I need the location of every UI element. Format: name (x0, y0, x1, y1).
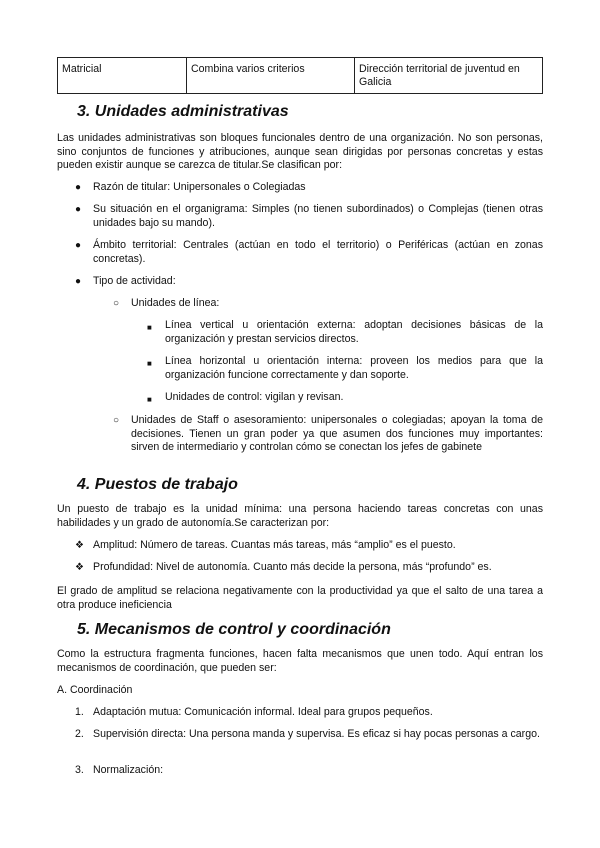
paragraph: Como la estructura fragmenta funciones, hacen falta mecanismos que unen todo. Aquí entran los mecanismos de coordinación, que pueden ser: (57, 648, 543, 674)
list-item: Adaptación mutua: Comunicación informal. Ideal para grupos pequeños. (93, 706, 433, 718)
list-item: Tipo de actividad: (93, 275, 176, 287)
table-cell: Matricial (58, 58, 187, 94)
list-number: 1. (75, 706, 84, 718)
section-heading: 4. Puestos de trabajo (77, 476, 238, 493)
list-item: Unidades de línea: (131, 297, 220, 309)
section-heading: 3. Unidades administrativas (77, 103, 289, 120)
list-number: 2. (75, 728, 84, 740)
diamond-bullet-icon: ❖ (75, 540, 84, 551)
list-item: Su situación en el organigrama: Simples (no tienen subordinados) o Complejas (tienen otras unidades bajo su mando). (93, 203, 543, 229)
bullet-icon: ● (75, 182, 82, 193)
diamond-bullet-icon: ❖ (75, 562, 84, 573)
section-heading: 5. Mecanismos de control y coordinación (77, 621, 391, 638)
paragraph: Un puesto de trabajo es la unidad mínima: una persona haciendo tareas concretas con unas habilidades y un grado de autonomía.Se caracterizan por: (57, 503, 543, 529)
list-item: Ámbito territorial: Centrales (actúan en todo el territorio) o Periféricas (actúan en zonas concretas). (93, 239, 543, 265)
list-item: Línea vertical u orientación externa: adoptan decisiones básicas de la organización y prestan servicios directos. (165, 319, 543, 345)
list-number: 3. (75, 764, 84, 776)
list-item: Amplitud: Número de tareas. Cuantas más tareas, más “amplio” es el puesto. (93, 539, 456, 551)
square-bullet-icon: ■ (147, 359, 152, 368)
table-cell: Combina varios criterios (187, 58, 355, 94)
paragraph: El grado de amplitud se relaciona negativamente con la productividad ya que el salto de una tarea a otra produce ineficiencia (57, 585, 543, 611)
square-bullet-icon: ■ (147, 395, 152, 404)
bullet-icon: ● (75, 204, 82, 215)
subheading: A. Coordinación (57, 684, 133, 696)
list-item: Profundidad: Nivel de autonomía. Cuanto más decide la persona, más “profundo” es. (93, 561, 492, 573)
list-item: Supervisión directa: Una persona manda y supervisa. Es eficaz si hay pocas personas a cargo. (93, 728, 540, 740)
list-item: Normalización: (93, 764, 164, 776)
paragraph: Las unidades administrativas son bloques funcionales dentro de una organización. No son personas, sino conjuntos de funciones y atribuciones, aunque sean dirigidas por personas concretas y estas pueden existir aunque se carezca de titular.Se clasifican por: (57, 132, 543, 172)
square-bullet-icon: ■ (147, 323, 152, 332)
bullet-icon: ● (75, 240, 82, 251)
list-item: Línea horizontal u orientación interna: proveen los medios para que la organización funcione correctamente y dan soporte. (165, 355, 543, 381)
circle-bullet-icon: ○ (113, 298, 120, 309)
list-item: Unidades de Staff o asesoramiento: unipersonales o colegiadas; apoyan la toma de decisiones. Tienen un gran poder ya que asumen dos funciones muy importantes: sirven de intermediario y controlan cómo se conectan los jefes de gabinete (131, 414, 543, 454)
list-item: Razón de titular: Unipersonales o Colegiadas (93, 181, 306, 193)
bullet-icon: ● (75, 276, 82, 287)
table-cell: Dirección territorial de juventud en Galicia (355, 58, 543, 94)
list-item: Unidades de control: vigilan y revisan. (165, 391, 344, 403)
table-row (58, 58, 543, 94)
criteria-table (57, 57, 543, 94)
circle-bullet-icon: ○ (113, 415, 120, 426)
